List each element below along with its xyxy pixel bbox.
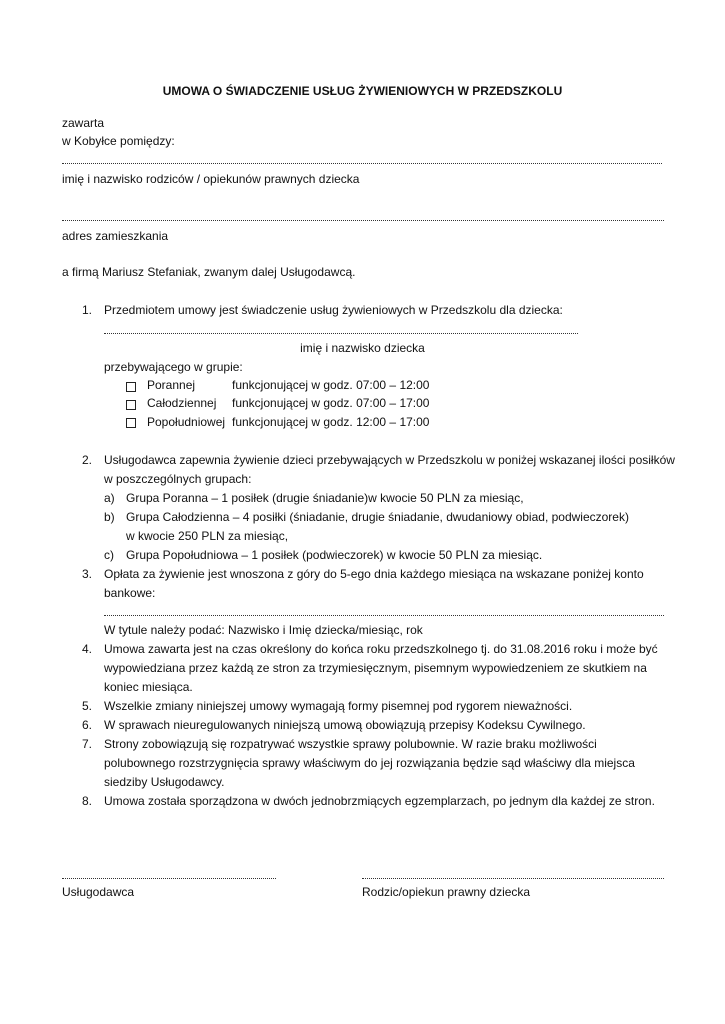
- parents-name-field[interactable]: [62, 163, 662, 164]
- child-name-field[interactable]: [104, 333, 578, 334]
- parents-caption: imię i nazwisko rodziców / opiekunów prawnych dziecka: [62, 172, 360, 186]
- provider-signature-line[interactable]: [62, 878, 276, 879]
- group-fullday-hours: funkcjonującej w godz. 07:00 – 17:00: [232, 396, 430, 410]
- group-morning-name: Porannej: [147, 378, 196, 392]
- address-field[interactable]: [62, 220, 664, 221]
- group-fullday-checkbox[interactable]: [126, 400, 136, 410]
- group-afternoon-hours: funkcjonującej w godz. 12:00 – 17:00: [232, 415, 430, 429]
- item-c-letter: c): [104, 548, 114, 562]
- parent-signature-label: Rodzic/opiekun prawny dziecka: [362, 885, 531, 899]
- child-caption: imię i nazwisko dziecka: [300, 341, 425, 355]
- section-6-text: W sprawach nieuregulowanych niniejszą umową obowiązują przepisy Kodeksu Cywilnego.: [104, 718, 586, 732]
- section-2-line-1: Usługodawca zapewnia żywienie dzieci przebywających w Przedszkolu w poniżej wskazanej ilości posiłków: [104, 453, 675, 467]
- section-5-number: 5.: [81, 699, 92, 713]
- company-line: a firmą Mariusz Stefaniak, zwanym dalej Usługodawcą.: [62, 265, 356, 279]
- section-8-text: Umowa została sporządzona w dwóch jednobrzmiących egzemplarzach, po jednym dla każdej ze stron.: [104, 794, 655, 808]
- section-1-number: 1.: [81, 303, 92, 317]
- item-a-text: Grupa Poranna – 1 posiłek (drugie śniadanie)w kwocie 50 PLN za miesiąc,: [126, 491, 524, 505]
- group-intro: przebywającego w grupie:: [104, 360, 243, 374]
- section-4-line-1: Umowa zawarta jest na czas określony do końca roku przedszkolnego tj. do 31.08.2016 roku i może być: [104, 642, 658, 656]
- section-3-number: 3.: [81, 567, 92, 581]
- section-7-line-3: siedziby Usługodawcy.: [104, 775, 225, 789]
- section-4-number: 4.: [81, 642, 92, 656]
- group-fullday-name: Całodziennej: [147, 396, 217, 410]
- section-3-line-2: bankowe:: [104, 586, 156, 600]
- parent-signature-line[interactable]: [362, 878, 664, 879]
- item-b-text-2: w kwocie 250 PLN za miesiąc,: [126, 529, 289, 543]
- item-b-letter: b): [104, 510, 115, 524]
- section-1-text: Przedmiotem umowy jest świadczenie usług żywieniowych w Przedszkolu dla dziecka:: [104, 303, 563, 317]
- section-4-line-3: koniec miesiąca.: [104, 680, 193, 694]
- group-afternoon-checkbox[interactable]: [126, 418, 136, 428]
- section-2-line-2: w poszczególnych grupach:: [104, 472, 252, 486]
- section-8-number: 8.: [81, 794, 92, 808]
- section-7-line-2: polubownego rozstrzygnięcia sprawy właściwym do jej rozwiązania będzie sąd właściwy dla miejsca: [104, 756, 635, 770]
- intro-line-2: w Kobyłce pomiędzy:: [62, 134, 175, 148]
- section-7-number: 7.: [81, 737, 92, 751]
- group-morning-hours: funkcjonującej w godz. 07:00 – 12:00: [232, 378, 430, 392]
- group-afternoon-name: Popołudniowej: [147, 415, 226, 429]
- item-a-letter: a): [104, 491, 115, 505]
- item-b-text-1: Grupa Całodzienna – 4 posiłki (śniadanie, drugie śniadanie, dwudaniowy obiad, podwieczorek): [126, 510, 629, 524]
- address-caption: adres zamieszkania: [62, 229, 169, 243]
- item-c-text: Grupa Popołudniowa – 1 posiłek (podwieczorek) w kwocie 50 PLN za miesiąc.: [126, 548, 543, 562]
- provider-signature-label: Usługodawca: [62, 885, 135, 899]
- group-morning-checkbox[interactable]: [126, 382, 136, 392]
- payment-title-note: W tytule należy podać: Nazwisko i Imię dziecka/miesiąc, rok: [104, 623, 423, 637]
- intro-line-1: zawarta: [62, 116, 105, 130]
- section-7-line-1: Strony zobowiązują się rozpatrywać wszystkie sprawy polubownie. W razie braku możliwości: [104, 737, 597, 751]
- section-6-number: 6.: [81, 718, 92, 732]
- bank-account-field[interactable]: [104, 615, 664, 616]
- section-2-number: 2.: [81, 453, 92, 467]
- document-title: UMOWA O ŚWIADCZENIE USŁUG ŻYWIENIOWYCH W PRZEDSZKOLU: [162, 84, 563, 98]
- section-5-text: Wszelkie zmiany niniejszej umowy wymagają formy pisemnej pod rygorem nieważności.: [104, 699, 573, 713]
- section-3-line-1: Opłata za żywienie jest wnoszona z góry do 5-ego dnia każdego miesiąca na wskazane poniżej konto: [104, 567, 644, 581]
- section-4-line-2: wypowiedziana przez każdą ze stron za trzymiesięcznym, pisemnym wypowiedzeniem ze skutkiem na: [104, 661, 647, 675]
